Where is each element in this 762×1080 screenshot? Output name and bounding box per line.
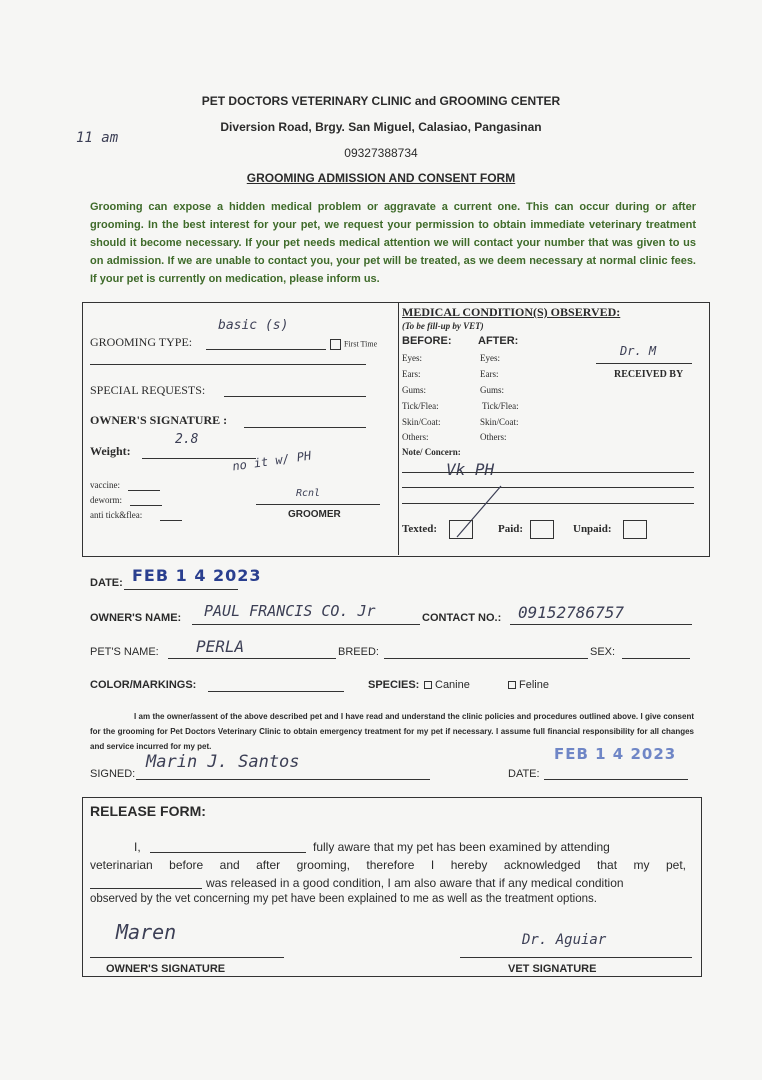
medical-subtitle: (To be fill-up by VET) <box>402 321 484 331</box>
weight-value: 2.8 <box>175 432 199 447</box>
vaccine-label: vaccine: <box>90 480 120 490</box>
groomer-name: Rcnl <box>296 488 321 499</box>
margin-note: 11 am <box>76 130 119 146</box>
after-gums: Gums: <box>480 385 505 395</box>
grooming-type-value: basic (s) <box>218 318 289 333</box>
note-value: Vk PH <box>446 460 495 479</box>
release-text-2: veterinarian before and after grooming, therefore I hereby acknowledged that my pet, <box>90 858 686 872</box>
unpaid-option[interactable]: Unpaid: <box>573 523 612 535</box>
before-eyes: Eyes: <box>402 353 422 363</box>
signed-value: Marin J. Santos <box>146 752 300 772</box>
release-text-1: fully aware that my pet has been examined by attending <box>313 840 610 854</box>
special-requests-label: SPECIAL REQUESTS: <box>90 383 206 397</box>
unpaid-checkbox[interactable] <box>623 520 647 539</box>
date2-label: DATE: <box>508 768 540 780</box>
feline-option[interactable]: Feline <box>508 679 549 691</box>
date2-stamp: FEB 1 4 2023 <box>554 745 677 763</box>
owner-signature-label: OWNER'S SIGNATURE : <box>90 413 228 427</box>
texted-checkbox[interactable] <box>449 520 473 539</box>
received-by-label: RECEIVED BY <box>614 369 684 380</box>
owner-name-label: OWNER'S NAME: <box>90 612 182 624</box>
note-label: Note/ Concern: <box>402 447 461 457</box>
pet-name-value: PERLA <box>196 637 245 656</box>
after-eyes: Eyes: <box>480 353 500 363</box>
anti-tick-label: anti tick&flea: <box>90 510 143 520</box>
vet-signature: Dr. Aguiar <box>522 932 607 948</box>
before-ears: Ears: <box>402 369 421 379</box>
before-gums: Gums: <box>402 385 427 395</box>
vet-sig-label: VET SIGNATURE <box>508 963 597 975</box>
color-markings-label: COLOR/MARKINGS: <box>90 679 197 691</box>
after-tick: Tick/Flea: <box>482 401 519 411</box>
texted-option[interactable]: Texted: <box>402 523 438 535</box>
after-skin: Skin/Coat: <box>480 417 519 427</box>
owner-release-sig-label: OWNER'S SIGNATURE <box>106 963 226 975</box>
clinic-phone: 09327388734 <box>344 146 418 160</box>
first-time-option[interactable]: First Time <box>330 339 377 350</box>
clinic-address: Diversion Road, Brgy. San Miguel, Calasiao, Pangasinan <box>220 120 542 134</box>
canine-checkbox[interactable] <box>424 681 432 689</box>
release-title: RELEASE FORM: <box>90 803 206 819</box>
after-label: AFTER: <box>478 335 519 347</box>
deworm-label: deworm: <box>90 495 122 505</box>
before-skin: Skin/Coat: <box>402 417 441 427</box>
paid-checkbox[interactable] <box>530 520 554 539</box>
weight-label: Weight: <box>90 444 131 458</box>
before-label: BEFORE: <box>402 335 452 347</box>
release-text-4: observed by the vet concerning my pet have been explained to me as well as the treatment options. <box>90 893 597 905</box>
owner-release-signature: Maren <box>116 920 177 944</box>
before-tick: Tick/Flea: <box>402 401 439 411</box>
after-others: Others: <box>480 432 507 442</box>
before-others: Others: <box>402 432 429 442</box>
groomer-label: GROOMER <box>288 509 341 520</box>
medical-title: MEDICAL CONDITION(S) OBSERVED: <box>402 305 621 319</box>
signed-label: SIGNED: <box>90 768 136 780</box>
owner-name-value: PAUL FRANCIS CO. Jr <box>204 602 376 620</box>
release-text-i: I, <box>134 840 141 854</box>
paid-option[interactable]: Paid: <box>498 523 524 535</box>
pet-name-label: PET'S NAME: <box>90 646 159 658</box>
consent-text: I am the owner/assent of the above described pet and I have read and understand the clinic policies and procedures outlined above. I give consent for the grooming for Pet Doctors Veterinary Clinic to obtain emergency treatment for my pet if necessary. I assume full financial responsibility for all changes and service incurred for my pet. <box>90 712 694 751</box>
form-title: GROOMING ADMISSION AND CONSENT FORM <box>246 171 516 185</box>
date-stamp: FEB 1 4 2023 <box>132 566 262 585</box>
sex-label: SEX: <box>590 646 616 658</box>
date-label: DATE: <box>90 577 123 589</box>
release-text-3: was released in a good condition, I am also aware that if any medical condition <box>206 876 624 890</box>
contact-value: 09152786757 <box>518 603 624 622</box>
after-ears: Ears: <box>480 369 499 379</box>
clinic-name: PET DOCTORS VETERINARY CLINIC and GROOMING CENTER <box>201 94 561 108</box>
grooming-type-label: GROOMING TYPE: <box>90 335 193 349</box>
groomer-note: no it w/ PH <box>231 448 313 474</box>
box-divider <box>398 302 399 555</box>
species-label: SPECIES: <box>368 679 420 691</box>
contact-label: CONTACT NO.: <box>422 612 502 624</box>
intro-paragraph: Grooming can expose a hidden medical problem or aggravate a current one. This can occur during or after grooming. In the best interest for your pet, we request your permission to obtain immediate veterinary treatment should it become necessary. If your pet needs medical attention we will contact your number that was given to us on admission. If we are unable to contact you, your pet will be treated, as we deem necessary at normal clinic fees. If your pet is currently on medication, please inform us. <box>90 201 696 285</box>
canine-option[interactable]: Canine <box>424 679 470 691</box>
received-by-signature: Dr. M <box>620 344 657 358</box>
feline-checkbox[interactable] <box>508 681 516 689</box>
breed-label: BREED: <box>338 646 379 658</box>
first-time-checkbox[interactable] <box>330 339 341 350</box>
